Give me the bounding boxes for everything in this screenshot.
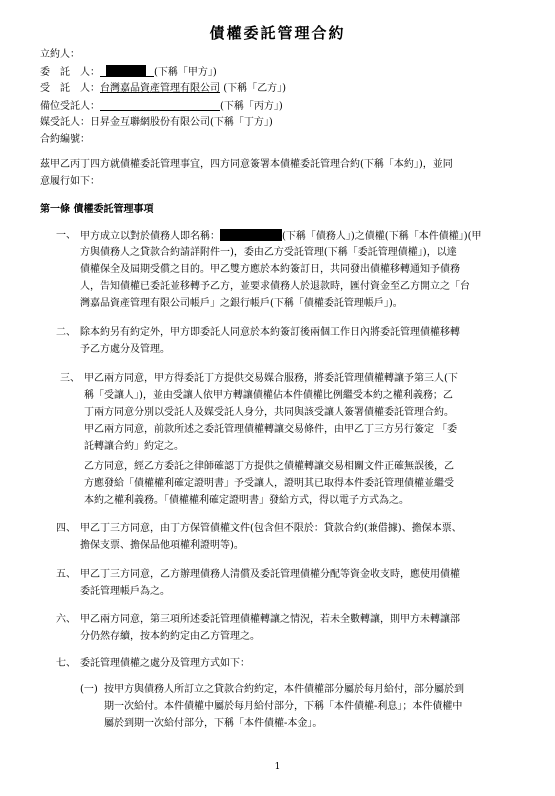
item2-line-2: 予乙方處分及管理。 bbox=[80, 344, 170, 355]
contract-number-label: 合約編號： bbox=[40, 134, 90, 145]
item3-number: 三、 bbox=[60, 373, 80, 384]
item1-line-1a: 甲方成立以對於債務人即名稱： bbox=[80, 231, 220, 242]
party-label: 受 託 人： bbox=[40, 83, 100, 94]
item3-line-4: 甲乙兩方同意，前款所述之委託管理債權轉讓交易條件，由甲乙丁三方另行簽定 「委 bbox=[84, 424, 458, 435]
redacted-name bbox=[106, 65, 146, 77]
preamble-line-1: 茲甲乙丙丁四方就債權委託管理事宜，四方同意簽署本債權委託管理合約(下稱「本約」)，並同 bbox=[40, 159, 453, 170]
item7-line-1: 委託管理債權之處分及管理方式如下： bbox=[80, 658, 250, 669]
redacted-debtor-name bbox=[220, 229, 282, 241]
item5-line-2: 委託管理帳戶為之。 bbox=[80, 586, 170, 597]
party-name: 台灣嘉品資產管理有限公司 bbox=[100, 83, 220, 94]
item2-line-1: 除本約另有約定外，甲方即委託人同意於本約簽訂後兩個工作日內將委託管理債權移轉 bbox=[80, 327, 460, 338]
item6-line-2: 分仍然存續，按本約約定由乙方管理之。 bbox=[80, 631, 260, 642]
party-name: 日昇金互聯網股份有限公司 bbox=[90, 117, 210, 128]
document-title: 債權委託管理合約 bbox=[209, 24, 346, 42]
item7-sub1-number: (一) bbox=[80, 684, 98, 695]
party-suffix: (下稱「乙方」) bbox=[223, 83, 286, 94]
parties-heading: 立約人： bbox=[40, 49, 80, 60]
item4-line-1: 甲乙丁三方同意，由丁方保管債權文件(包含但不限於：貸款合約(兼借據)、擔保本票、 bbox=[80, 523, 462, 534]
party-suffix: (下稱「丁方」) bbox=[210, 117, 273, 128]
item5-number: 五、 bbox=[56, 569, 76, 580]
item1-line-1b: (下稱「債務人」)之債權(下稱「本件債權」)(甲 bbox=[282, 231, 482, 242]
item4-number: 四、 bbox=[56, 523, 76, 534]
item7-sub1-line-1: 按甲方與債務人所訂立之貸款合約約定，本件債權部分屬於每月給付，部分屬於到 bbox=[104, 684, 464, 695]
party-label: 媒受託人： bbox=[40, 117, 90, 128]
item1-line-4: 人，告知債權已委託並移轉予乙方，並要求債務人於退款時，匯付資金至乙方開立之「台 bbox=[80, 281, 470, 292]
item4-line-2: 擔保支票、擔保品他項權利證明等)。 bbox=[80, 540, 244, 551]
item7-sub1-line-2: 期一次給付。本件債權中屬於每月給付部分，下稱「本件債權-利息」；本件債權中 bbox=[104, 701, 463, 712]
item1-line-1 bbox=[80, 229, 482, 244]
item1-line-3: 債權保全及屆期受償之目的。甲乙雙方應於本約簽訂日，共同發出債權移轉通知予債務 bbox=[80, 264, 460, 275]
party-principal bbox=[40, 65, 217, 80]
party-label: 委 託 人： bbox=[40, 67, 100, 78]
item3-line-2: 稱「受讓人」)，並由受讓人依甲方轉讓債權佔本件債權比例繼受本約之權利義務；乙 bbox=[84, 390, 453, 401]
item6-line-1: 甲乙兩方同意，第三項所述委託管理債權轉讓之情況，若未全數轉讓，則甲方未轉讓部 bbox=[80, 614, 460, 625]
item1-line-5: 灣嘉品資產管理有限公司帳戶」之銀行帳戶(下稱「債權委託管理帳戶」)。 bbox=[80, 298, 403, 309]
preamble-line-2: 意履行如下： bbox=[40, 176, 100, 187]
item3-line-6: 乙方同意，經乙方委託之律師確認丁方提供之債權轉讓交易相關文件正確無誤後，乙 bbox=[84, 461, 454, 472]
item1-line-2: 方與債務人之貸款合約請詳附件一)，委由乙方受託管理(下稱「委託管理債權」)，以達 bbox=[80, 247, 457, 258]
item6-number: 六、 bbox=[56, 614, 76, 625]
party-suffix: (下稱「丙方」) bbox=[220, 101, 283, 112]
party-label: 備位受託人： bbox=[40, 101, 100, 112]
item3-line-1: 甲乙兩方同意，甲方得委託丁方提供交易媒合服務，將委託管理債權轉讓予第三人(下 bbox=[84, 373, 458, 384]
article1-heading: 第一條 債權委託管理事項 bbox=[40, 204, 154, 215]
item1-number: 一、 bbox=[56, 230, 76, 241]
blank-line bbox=[100, 99, 220, 111]
item7-sub1-line-3: 屬於到期一次給付部分，下稱「本件債權-本金」。 bbox=[104, 718, 323, 729]
party-backup-trustee bbox=[40, 99, 283, 114]
party-intermediary bbox=[40, 116, 273, 130]
page-number: 1 bbox=[274, 762, 281, 772]
item5-line-1: 甲乙丁三方同意，乙方辦理債務人清償及委託管理債權分配等資金收支時，應使用債權 bbox=[80, 569, 460, 580]
item3-line-8: 本約之權利義務。「債權權利確定證明書」發給方式，得以電子方式為之。 bbox=[84, 495, 409, 506]
blank-line bbox=[146, 65, 154, 77]
item7-number: 七、 bbox=[56, 658, 76, 669]
item3-line-5: 託轉讓合約」約定之。 bbox=[84, 441, 184, 452]
item3-line-7: 方應發給「債權權利確定證明書」予受讓人，證明其已取得本件委託管理債權並繼受 bbox=[84, 478, 454, 489]
item2-number: 二、 bbox=[56, 327, 76, 338]
item3-line-3: 丁兩方同意分別以受託人及媒受託人身分，共同與該受讓人簽署債權委託管理合約。 bbox=[84, 407, 454, 418]
party-trustee bbox=[40, 82, 286, 96]
party-suffix: (下稱「甲方」) bbox=[154, 67, 217, 78]
